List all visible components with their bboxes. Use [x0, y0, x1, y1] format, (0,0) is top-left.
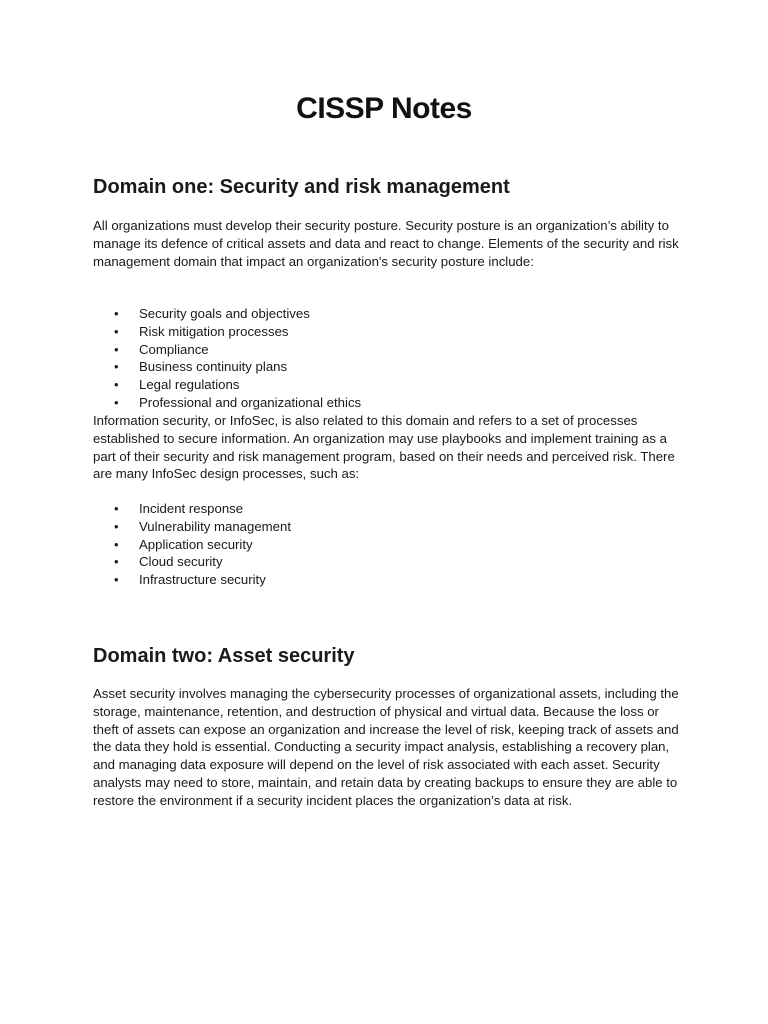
bullet-icon: • [114, 323, 119, 339]
infosec-processes-list [93, 500, 683, 589]
list-item: • Legal regulations [114, 377, 240, 393]
list-item: • Security goals and objectives [114, 306, 310, 321]
bullet-icon: • [114, 536, 119, 552]
list-item: • Business continuity plans [114, 359, 288, 375]
list-item: • Cloud security [114, 554, 223, 570]
list-item: • Professional and organizational ethics [114, 394, 362, 410]
bullet-icon: • [114, 572, 119, 588]
list-item: • Compliance [114, 341, 209, 357]
bullet-icon: • [114, 341, 119, 357]
bullet-icon: • [114, 359, 119, 375]
bullet-icon: • [114, 501, 119, 516]
domain-two-heading: Domain two: Asset security [93, 645, 355, 667]
domain-one-intro: All organizations must develop their security posture. Security posture is an organization’s ability to manage its defence of critical assets and data and react to change. Elements of the security and risk management domain that impact an organization's security posture include: [93, 218, 679, 269]
security-posture-elements-list [93, 305, 683, 412]
list-item: • Risk mitigation processes [114, 323, 289, 339]
bullet-icon: • [114, 554, 119, 570]
domain-two-paragraph: Asset security involves managing the cybersecurity processes of organizational assets, including the storage, maintenance, retention, and destruction of physical and virtual data. Because the loss or theft of assets can expose an organization and increase the level of risk, keeping track of assets and the data they hold is essential. Conducting a security impact analysis, establishing a recovery plan, and managing data exposure will depend on the level of risk associated with each asset. Security analysts may need to store, maintain, and retain data by creating backups to ensure they are able to restore the environment if a security incident places the organization’s data at risk. [93, 686, 679, 808]
bullet-icon: • [114, 518, 119, 534]
bullet-icon: • [114, 394, 119, 410]
list-item: • Vulnerability management [114, 518, 291, 534]
domain-one-heading: Domain one: Security and risk management [93, 176, 510, 198]
bullet-icon: • [114, 306, 119, 321]
infosec-paragraph: Information security, or InfoSec, is also related to this domain and refers to a set of processes established to secure information. An organization may use playbooks and implement training as a part of their security and risk management program, based on their needs and perceived risk. There are many InfoSec design processes, such as: [93, 413, 675, 482]
bullet-icon: • [114, 377, 119, 393]
list-item: • Infrastructure security [114, 572, 266, 588]
list-item: • Incident response [114, 501, 244, 516]
page-title: CISSP Notes [296, 92, 472, 125]
list-item: • Application security [114, 536, 253, 552]
